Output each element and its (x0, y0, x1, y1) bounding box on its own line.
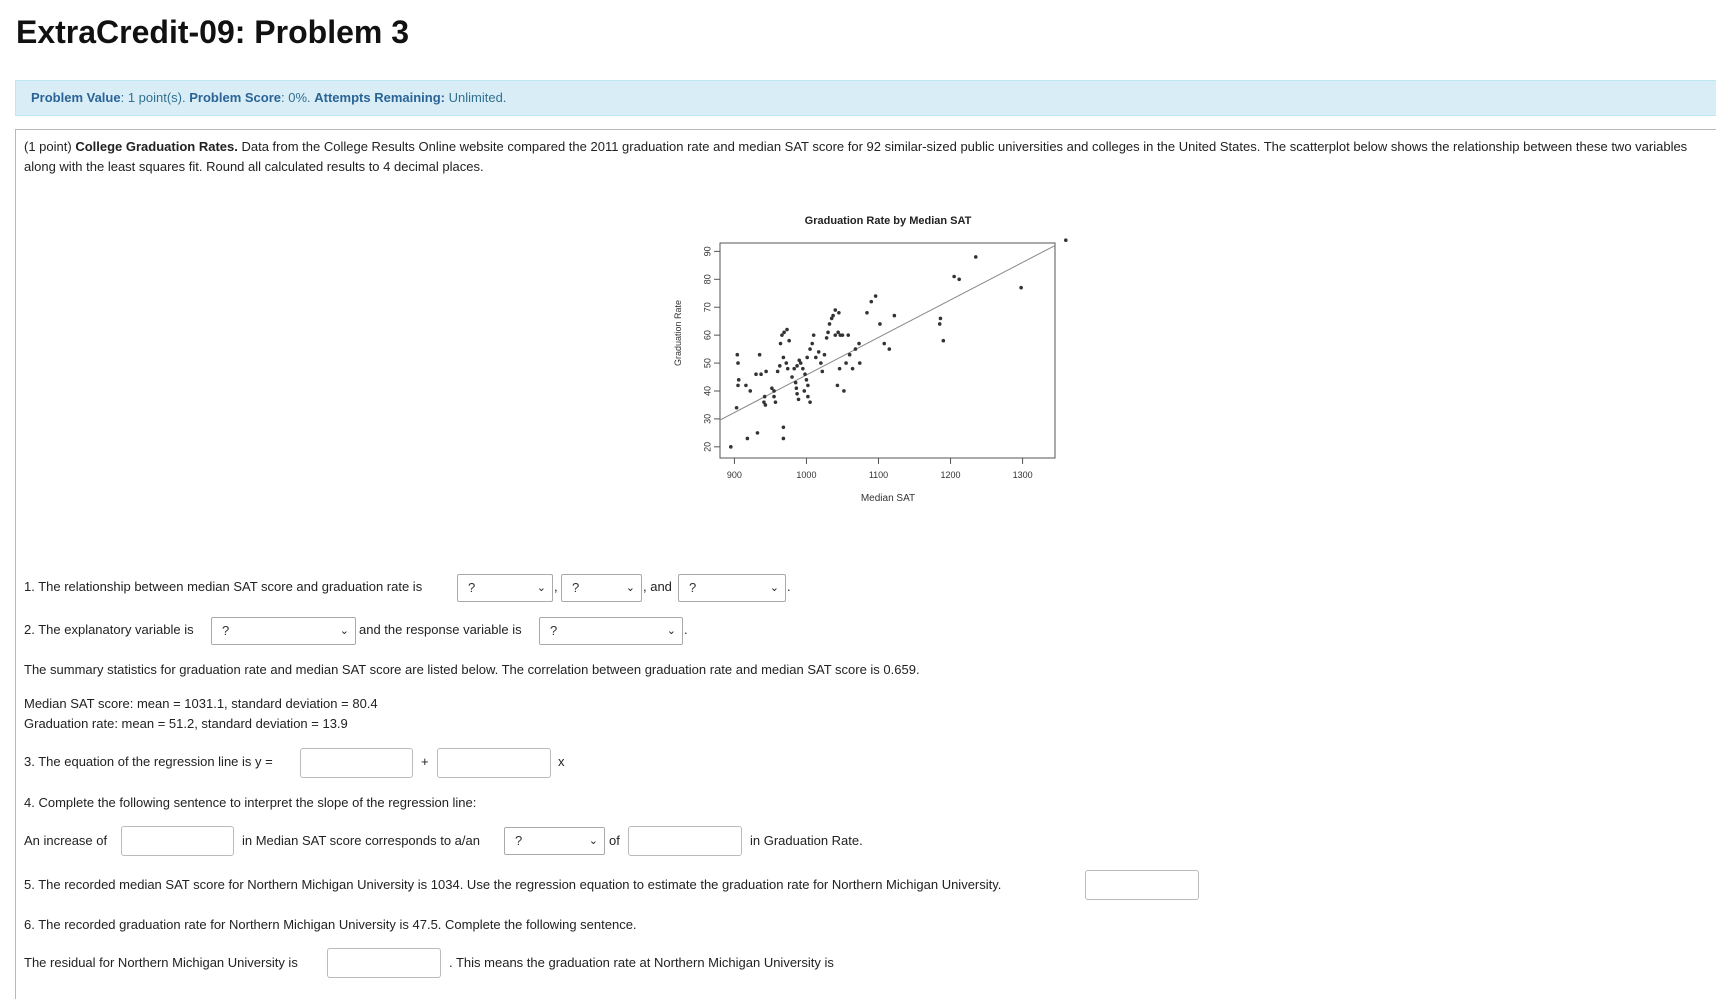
data-point (764, 370, 768, 374)
data-point (808, 400, 812, 404)
chart-y-axis-label: Graduation Rate (673, 299, 683, 367)
intro-bold-title: College Graduation Rates. (75, 139, 238, 154)
problem-value-text: : 1 point(s). (120, 90, 186, 105)
data-point (806, 384, 810, 388)
chevron-down-icon: ⌄ (769, 582, 779, 594)
y-tick-label: 30 (702, 413, 713, 424)
data-point (782, 356, 786, 360)
regression-line (720, 246, 1055, 421)
data-point (846, 333, 850, 337)
data-point (806, 395, 810, 399)
intro-prefix: (1 point) (24, 139, 76, 154)
data-point (801, 367, 805, 371)
attempts-label: Attempts Remaining: (314, 90, 445, 105)
chevron-down-icon: ⌄ (588, 835, 598, 847)
data-point (858, 361, 862, 365)
data-point (754, 372, 758, 376)
problem-score-text: : 0%. (281, 90, 311, 105)
x-tick-label: 1300 (1012, 470, 1033, 480)
data-point (772, 389, 776, 393)
q5-text: 5. The recorded median SAT score for Northern Michigan University is 1034. Use the regression equation to estimate the graduation rate for Northern Michigan University. (24, 877, 1002, 892)
q4-text: 4. Complete the following sentence to interpret the slope of the regression line: (24, 795, 477, 810)
data-point (888, 347, 892, 351)
data-point (1064, 238, 1068, 242)
data-point (756, 431, 760, 435)
q6-s2: . This means the graduation rate at Northern Michigan University is (449, 955, 834, 970)
q3-text: 3. The equation of the regression line is y = (24, 754, 273, 769)
data-point (812, 333, 816, 337)
data-point (938, 322, 942, 326)
q2-text: 2. The explanatory variable is (24, 622, 194, 637)
data-point (821, 370, 825, 374)
data-point (785, 328, 789, 332)
data-point (893, 314, 897, 318)
data-point (758, 353, 762, 357)
chevron-down-icon: ⌄ (666, 625, 676, 637)
data-point (836, 384, 840, 388)
y-tick-label: 40 (702, 385, 713, 396)
q6-text: 6. The recorded graduation rate for Northern Michigan University is 47.5. Complete the following sentence. (24, 917, 637, 932)
q5-estimate-input[interactable] (1085, 870, 1199, 900)
y-tick-label: 80 (702, 274, 713, 285)
summary-statement: The summary statistics for graduation rate and median SAT score are listed below. The correlation between graduation rate and median SAT score is 0.659. (24, 662, 920, 677)
data-point (736, 384, 740, 388)
data-point (735, 406, 739, 410)
data-point (787, 339, 791, 343)
chart-title: Graduation Rate by Median SAT (804, 215, 972, 227)
q4-s4: in Graduation Rate. (750, 833, 863, 848)
q6-s1: The residual for Northern Michigan University is (24, 955, 298, 970)
data-point (735, 353, 739, 357)
data-point (841, 333, 845, 337)
data-point (799, 361, 803, 365)
data-point (952, 275, 956, 279)
q1-select-1[interactable] (457, 574, 553, 602)
data-point (772, 395, 776, 399)
data-point (737, 378, 741, 382)
data-point (795, 386, 799, 390)
data-point (817, 350, 821, 354)
data-point (764, 403, 768, 407)
data-point (814, 356, 818, 360)
q2-end: . (684, 622, 688, 637)
data-point (748, 389, 752, 393)
data-point (786, 367, 790, 371)
data-point (744, 384, 748, 388)
data-point (736, 361, 740, 365)
q2-select-response[interactable] (539, 617, 683, 645)
data-point (778, 364, 782, 368)
data-point (782, 331, 786, 335)
data-point (833, 308, 837, 312)
q4-select-direction-value: ? (515, 833, 523, 848)
data-point (810, 342, 814, 346)
problem-score-label: Problem Score (189, 90, 282, 105)
q1-select-2[interactable] (561, 574, 642, 602)
y-tick-label: 70 (702, 302, 713, 313)
y-tick-label: 60 (702, 330, 713, 341)
data-point (802, 389, 806, 393)
chevron-down-icon: ⌄ (625, 582, 635, 594)
data-point (826, 331, 830, 335)
data-point (828, 322, 832, 326)
data-point (878, 322, 882, 326)
data-point (797, 398, 801, 402)
q3-plus: + (421, 754, 429, 769)
data-point (790, 375, 794, 379)
data-point (782, 437, 786, 441)
data-point (838, 367, 842, 371)
q2-select-explanatory-value: ? (222, 623, 230, 638)
chevron-down-icon: ⌄ (339, 625, 349, 637)
problem-value-label: Problem Value (31, 90, 121, 105)
data-point (746, 437, 750, 441)
data-point (805, 356, 809, 360)
q2-select-explanatory[interactable] (211, 617, 356, 645)
q1-select-3[interactable] (678, 574, 786, 602)
data-point (782, 425, 786, 429)
q3-slope-input[interactable] (437, 748, 551, 778)
data-point (1019, 286, 1023, 290)
data-point (833, 333, 837, 337)
chevron-down-icon: ⌄ (536, 582, 546, 594)
plot-frame (720, 243, 1055, 458)
data-point (974, 255, 978, 259)
data-point (842, 389, 846, 393)
q6-residual-input[interactable] (327, 948, 441, 978)
data-point (825, 336, 829, 340)
summary-grad: Graduation rate: mean = 51.2, standard deviation = 13.9 (24, 716, 348, 731)
y-tick-label: 20 (702, 441, 713, 452)
q4-s2: in Median SAT score corresponds to a/an (242, 833, 480, 848)
data-point (851, 367, 855, 371)
data-point (763, 395, 767, 399)
q1-and: , and (643, 579, 672, 594)
scatterplot-svg (660, 205, 1080, 515)
data-point (857, 342, 861, 346)
x-tick-label: 900 (726, 470, 742, 480)
q1-text: 1. The relationship between median SAT score and graduation rate is (24, 579, 423, 594)
x-tick-label: 1200 (940, 470, 961, 480)
data-point (784, 361, 788, 365)
scatterplot-chart (660, 205, 1080, 515)
attempts-text: Unlimited. (448, 90, 507, 105)
data-point (844, 361, 848, 365)
data-point (865, 311, 869, 315)
y-tick-label: 90 (702, 246, 713, 257)
q1-comma: , (554, 579, 558, 594)
data-point (779, 342, 783, 346)
data-point (831, 314, 835, 318)
data-point (795, 364, 799, 368)
summary-sat: Median SAT score: mean = 1031.1, standard deviation = 80.4 (24, 696, 378, 711)
y-tick-label: 50 (702, 358, 713, 369)
data-point (776, 370, 780, 374)
q2-select-response-value: ? (550, 623, 558, 638)
q4-s1: An increase of (24, 833, 108, 848)
q1-end: . (787, 579, 791, 594)
q4-sat-increase-input[interactable] (121, 826, 234, 856)
q2-middle-text: and the response variable is (359, 622, 522, 637)
q4-select-direction[interactable] (504, 827, 605, 855)
data-point (759, 372, 763, 376)
q1-select-1-value: ? (468, 580, 476, 595)
data-point (957, 277, 961, 281)
q4-s3: of (609, 833, 620, 848)
data-point (792, 367, 796, 371)
q3-x: x (558, 754, 565, 769)
intro-text: Data from the College Results Online website compared the 2011 graduation rate and median SAT score for 92 similar-sized public universities and colleges in the United States. The scatterplot below shows the relationship between these two variables along with the least squares fit. Round all calculated results to 4 decimal places. (24, 139, 1688, 174)
data-point (819, 361, 823, 365)
data-point (795, 392, 799, 396)
chart-x-axis-label: Median SAT (860, 493, 916, 504)
q1-select-2-value: ? (572, 580, 580, 595)
x-tick-label: 1000 (796, 470, 817, 480)
data-point (854, 347, 858, 351)
data-point (729, 445, 733, 449)
q1-select-3-value: ? (689, 580, 697, 595)
data-point (939, 317, 943, 321)
page-title: ExtraCredit-09: Problem 3 (16, 14, 410, 50)
q3-intercept-input[interactable] (300, 748, 413, 778)
data-point (848, 353, 852, 357)
data-point (803, 372, 807, 376)
q4-rate-change-input[interactable] (628, 826, 742, 856)
data-point (805, 378, 809, 382)
x-tick-label: 1100 (868, 470, 889, 480)
data-point (837, 311, 841, 315)
data-point (808, 347, 812, 351)
problem-info-bar (15, 80, 1716, 116)
data-point (942, 339, 946, 343)
data-point (774, 400, 778, 404)
data-point (794, 381, 798, 385)
data-point (823, 353, 827, 357)
data-point (874, 294, 878, 298)
data-point (882, 342, 886, 346)
problem-intro (24, 137, 1704, 177)
data-point (869, 300, 873, 304)
